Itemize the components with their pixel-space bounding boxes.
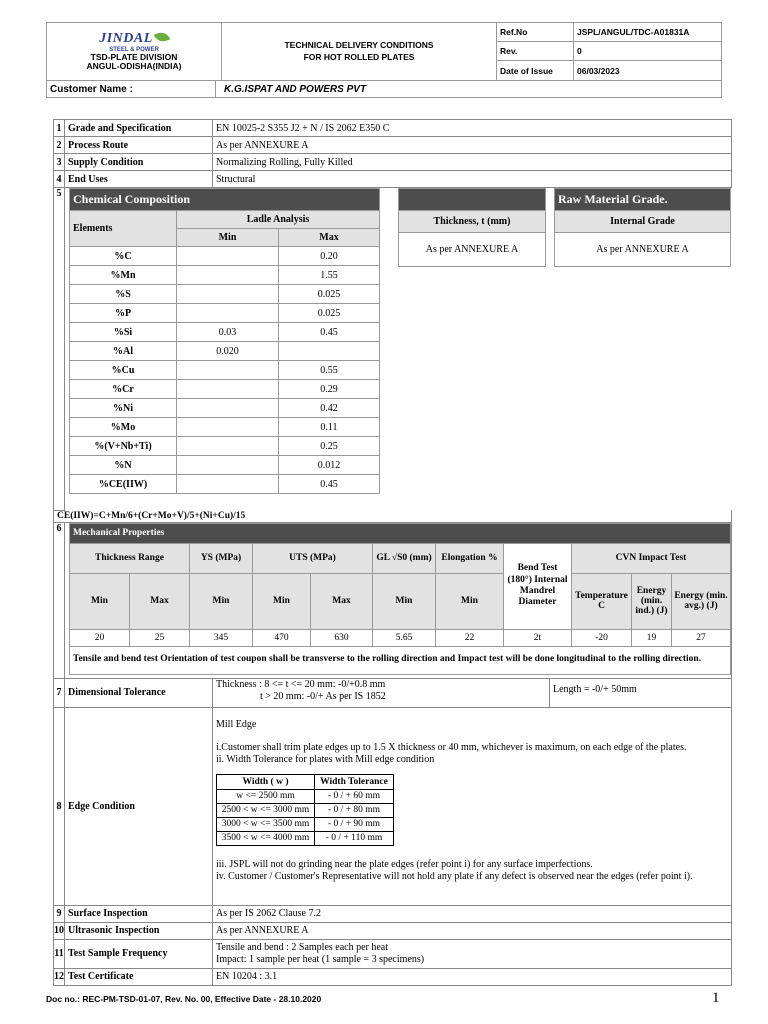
row-label: Supply Condition bbox=[65, 154, 213, 171]
title-line-2: FOR HOT ROLLED PLATES bbox=[303, 51, 415, 62]
row-value: As per ANNEXURE A bbox=[213, 137, 732, 154]
row-test-certificate bbox=[54, 968, 732, 985]
width-tolerance-table bbox=[216, 774, 394, 846]
row-label: Grade and Specification bbox=[65, 120, 213, 137]
cvn-impact-header: CVN Impact Test bbox=[572, 543, 731, 573]
element-min bbox=[177, 380, 279, 399]
temperature-header: Temperature C bbox=[572, 573, 632, 629]
min-header: Min bbox=[177, 229, 279, 247]
row-value: As per ANNEXURE A bbox=[213, 922, 732, 939]
element-min bbox=[177, 247, 279, 266]
width-tolerance-value: - 0 / + 60 mm bbox=[315, 789, 394, 803]
chemical-row bbox=[70, 456, 380, 475]
width-range: 2500 < w <= 3000 mm bbox=[217, 803, 315, 817]
element-min bbox=[177, 437, 279, 456]
width-tolerance-row bbox=[217, 831, 394, 845]
element-min bbox=[177, 399, 279, 418]
uts-max-header: Max bbox=[311, 573, 373, 629]
thickness-table bbox=[398, 188, 546, 267]
row-label: Surface Inspection bbox=[65, 905, 213, 922]
thickness-tolerance-line-2: t > 20 mm: -0/+ As per IS 1852 bbox=[260, 690, 386, 702]
internal-grade-header: Internal Grade bbox=[555, 211, 731, 233]
element-name: %Al bbox=[70, 342, 177, 361]
width-range: 3000 < w <= 3500 mm bbox=[217, 817, 315, 831]
ys-min-value: 345 bbox=[190, 629, 253, 646]
edge-point-iv: iv. Customer / Customer's Representative will not hold any plate if any defect is observed near the edges (refer point i). bbox=[216, 870, 693, 882]
chemical-table bbox=[69, 188, 380, 494]
row-label: End Uses bbox=[65, 171, 213, 188]
element-max: 1.55 bbox=[279, 266, 380, 285]
element-min bbox=[177, 285, 279, 304]
width-range: 3500 < w <= 4000 mm bbox=[217, 831, 315, 845]
header-table bbox=[46, 22, 722, 81]
element-name: %C bbox=[70, 247, 177, 266]
width-tolerance-row bbox=[217, 789, 394, 803]
location-label: ANGUL-ODISHA(INDIA) bbox=[86, 60, 182, 71]
row-label: Edge Condition bbox=[65, 707, 213, 905]
width-header: Width ( w ) bbox=[217, 774, 315, 789]
width-tolerance-value: - 0 / + 90 mm bbox=[315, 817, 394, 831]
row-label: Dimensional Tolerance bbox=[65, 678, 213, 707]
row-dimensional-tolerance bbox=[54, 678, 732, 707]
element-max bbox=[279, 342, 380, 361]
element-max: 0.025 bbox=[279, 304, 380, 323]
thickness-range-header: Thickness Range bbox=[70, 543, 190, 573]
row-label: Ultrasonic Inspection bbox=[65, 922, 213, 939]
row-number: 6 bbox=[54, 522, 65, 678]
row-number: 10 bbox=[54, 922, 65, 939]
thickness-min-value: 20 bbox=[70, 629, 130, 646]
ce-formula: CE(IIW)=C+Mn/6+(Cr+Mo+V)/5+(Ni+Cu)/15 bbox=[54, 510, 732, 522]
element-max: 0.45 bbox=[279, 323, 380, 342]
ys-min-header: Min bbox=[190, 573, 253, 629]
row-surface-inspection bbox=[54, 905, 732, 922]
edge-point-iii: iii. JSPL will not do grinding near the plate edges (refer point i) for any surface imperfections. bbox=[216, 858, 593, 870]
element-max: 0.45 bbox=[279, 475, 380, 494]
rev-label: Rev. bbox=[497, 42, 574, 61]
chemical-row bbox=[70, 361, 380, 380]
row-value: As per IS 2062 Clause 7.2 bbox=[213, 905, 732, 922]
chemical-row bbox=[70, 266, 380, 285]
raw-material-title: Raw Material Grade. bbox=[555, 189, 731, 211]
element-name: %CE(IIW) bbox=[70, 475, 177, 494]
row-value: EN 10204 : 3.1 bbox=[213, 968, 732, 985]
element-min bbox=[177, 475, 279, 494]
element-name: %Cu bbox=[70, 361, 177, 380]
element-max: 0.11 bbox=[279, 418, 380, 437]
thickness-value: As per ANNEXURE A bbox=[399, 233, 546, 267]
max-header: Max bbox=[279, 229, 380, 247]
thickness-max-header: Max bbox=[130, 573, 190, 629]
row-number: 9 bbox=[54, 905, 65, 922]
row-value: EN 10025-2 S355 J2 + N / IS 2062 E350 C bbox=[213, 120, 732, 137]
row-number: 3 bbox=[54, 154, 65, 171]
chemical-section-title: Chemical Composition bbox=[70, 189, 380, 211]
page-number: 1 bbox=[712, 990, 720, 1006]
element-min bbox=[177, 266, 279, 285]
ref-value: JSPL/ANGUL/TDC-A01831A bbox=[574, 23, 722, 42]
element-min bbox=[177, 418, 279, 437]
leaf-icon bbox=[153, 30, 170, 44]
division-label: TSD-PLATE DIVISION bbox=[90, 52, 178, 63]
element-name: %Si bbox=[70, 323, 177, 342]
mechanical-table bbox=[69, 523, 731, 675]
logo-tagline: STEEL & POWER bbox=[109, 46, 159, 53]
row-number: 4 bbox=[54, 171, 65, 188]
bend-test-header: Bend Test (180°) Internal Mandrel Diameter bbox=[504, 543, 572, 629]
thickness-min-header: Min bbox=[70, 573, 130, 629]
element-name: %N bbox=[70, 456, 177, 475]
row-supply-condition bbox=[54, 154, 732, 171]
row-mechanical-properties bbox=[54, 522, 732, 678]
width-range: w <= 2500 mm bbox=[217, 789, 315, 803]
edge-point-i: i.Customer shall trim plate edges up to 1.5 X thickness or 40 mm, whichever is maximum, on each edge of the plates. bbox=[216, 741, 687, 753]
chemical-row bbox=[70, 418, 380, 437]
width-tolerance-value: - 0 / + 110 mm bbox=[315, 831, 394, 845]
title-line-1: TECHNICAL DELIVERY CONDITIONS bbox=[284, 40, 434, 51]
logo-brand: JINDAL bbox=[99, 31, 153, 47]
thickness-band bbox=[399, 189, 546, 211]
date-label: Date of Issue bbox=[497, 61, 574, 81]
element-min: 0.020 bbox=[177, 342, 279, 361]
width-tolerance-row bbox=[217, 803, 394, 817]
row-value: Structural bbox=[213, 171, 732, 188]
row-number: 8 bbox=[54, 707, 65, 905]
length-tolerance: Length = -0/+ 50mm bbox=[549, 679, 731, 707]
chemical-row bbox=[70, 247, 380, 266]
row-number: 5 bbox=[54, 188, 65, 511]
row-end-uses bbox=[54, 171, 732, 188]
gl-min-header: Min bbox=[373, 573, 436, 629]
thickness-max-value: 25 bbox=[130, 629, 190, 646]
element-max: 0.29 bbox=[279, 380, 380, 399]
customer-label: Customer Name : bbox=[47, 81, 216, 98]
uts-max-value: 630 bbox=[311, 629, 373, 646]
gl-value: 5.65 bbox=[373, 629, 436, 646]
ladle-analysis-header: Ladle Analysis bbox=[177, 211, 380, 229]
company-logo-block bbox=[47, 23, 222, 81]
chemical-row bbox=[70, 475, 380, 494]
element-name: %Mn bbox=[70, 266, 177, 285]
element-min bbox=[177, 304, 279, 323]
row-test-sample-frequency bbox=[54, 939, 732, 968]
energy-ind-value: 19 bbox=[632, 629, 672, 646]
row-label: Test Sample Frequency bbox=[65, 939, 213, 968]
element-max: 0.42 bbox=[279, 399, 380, 418]
elongation-value: 22 bbox=[436, 629, 504, 646]
element-name: %Mo bbox=[70, 418, 177, 437]
energy-ind-header: Energy (min. ind.) (J) bbox=[632, 573, 672, 629]
chemical-row bbox=[70, 399, 380, 418]
row-number: 7 bbox=[54, 678, 65, 707]
chemical-row bbox=[70, 380, 380, 399]
chemical-row bbox=[70, 323, 380, 342]
row-ultrasonic-inspection bbox=[54, 922, 732, 939]
thickness-tolerance-line-1: Thickness : 8 <= t <= 20 mm: -0/+0.8 mm bbox=[216, 678, 386, 690]
rev-value: 0 bbox=[574, 42, 722, 61]
document-title bbox=[222, 23, 497, 81]
row-process-route bbox=[54, 137, 732, 154]
chemical-row bbox=[70, 285, 380, 304]
width-tolerance-row bbox=[217, 817, 394, 831]
element-min: 0.03 bbox=[177, 323, 279, 342]
row-grade bbox=[54, 120, 732, 137]
element-max: 0.012 bbox=[279, 456, 380, 475]
sample-frequency-impact: Impact: 1 sample per heat (1 sample = 3 specimens) bbox=[216, 953, 425, 965]
width-tolerance-header: Width Tolerance bbox=[315, 774, 394, 789]
row-edge-condition bbox=[54, 707, 732, 905]
row-number: 11 bbox=[54, 939, 65, 968]
row-number: 2 bbox=[54, 137, 65, 154]
footer-doc-number: Doc no.: REC-PM-TSD-01-07, Rev. No. 00, Effective Date - 28.10.2020 bbox=[46, 994, 322, 1004]
edge-point-ii: ii. Width Tolerance for plates with Mill edge condition bbox=[216, 753, 435, 765]
uts-min-value: 470 bbox=[253, 629, 311, 646]
energy-avg-header: Energy (min. avg.) (J) bbox=[672, 573, 731, 629]
elongation-min-header: Min bbox=[436, 573, 504, 629]
row-number: 12 bbox=[54, 968, 65, 985]
element-name: %(V+Nb+Ti) bbox=[70, 437, 177, 456]
width-tolerance-value: - 0 / + 80 mm bbox=[315, 803, 394, 817]
ys-header: YS (MPa) bbox=[190, 543, 253, 573]
chemical-row bbox=[70, 304, 380, 323]
bend-value: 2t bbox=[504, 629, 572, 646]
row-chemical-composition bbox=[54, 188, 732, 511]
customer-row bbox=[46, 80, 722, 98]
element-max: 0.25 bbox=[279, 437, 380, 456]
tdc-main-table bbox=[53, 119, 732, 986]
row-label: Test Certificate bbox=[65, 968, 213, 985]
internal-grade-value: As per ANNEXURE A bbox=[555, 233, 731, 267]
row-value: Normalizing Rolling, Fully Killed bbox=[213, 154, 732, 171]
chemical-row bbox=[70, 342, 380, 361]
uts-header: UTS (MPa) bbox=[253, 543, 373, 573]
mill-edge-label: Mill Edge bbox=[216, 718, 257, 730]
date-value: 06/03/2023 bbox=[574, 61, 722, 81]
gauge-length-header: GL √S0 (mm) bbox=[373, 543, 436, 573]
element-max: 0.20 bbox=[279, 247, 380, 266]
element-name: %Cr bbox=[70, 380, 177, 399]
elongation-header: Elongation % bbox=[436, 543, 504, 573]
elements-header: Elements bbox=[70, 211, 177, 247]
row-label: Process Route bbox=[65, 137, 213, 154]
temperature-value: -20 bbox=[572, 629, 632, 646]
mechanical-section-title: Mechanical Properties bbox=[70, 523, 731, 543]
row-number: 1 bbox=[54, 120, 65, 137]
ref-label: Ref.No bbox=[497, 23, 574, 42]
element-max: 0.55 bbox=[279, 361, 380, 380]
raw-material-table bbox=[554, 188, 731, 267]
mechanical-values-row bbox=[70, 629, 731, 646]
customer-value: K.G.ISPAT AND POWERS PVT bbox=[216, 81, 722, 98]
element-min bbox=[177, 456, 279, 475]
element-name: %Ni bbox=[70, 399, 177, 418]
chemical-row bbox=[70, 437, 380, 456]
element-min bbox=[177, 361, 279, 380]
thickness-header: Thickness, t (mm) bbox=[399, 211, 546, 233]
element-name: %S bbox=[70, 285, 177, 304]
uts-min-header: Min bbox=[253, 573, 311, 629]
element-max: 0.025 bbox=[279, 285, 380, 304]
element-name: %P bbox=[70, 304, 177, 323]
sample-frequency-tensile: Tensile and bend : 2 Samples each per heat bbox=[216, 941, 389, 953]
orientation-note: Tensile and bend test Orientation of test coupon shall be transverse to the rolling direction and Impact test will be done longitudinal to the rolling direction. bbox=[70, 646, 731, 674]
energy-avg-value: 27 bbox=[672, 629, 731, 646]
